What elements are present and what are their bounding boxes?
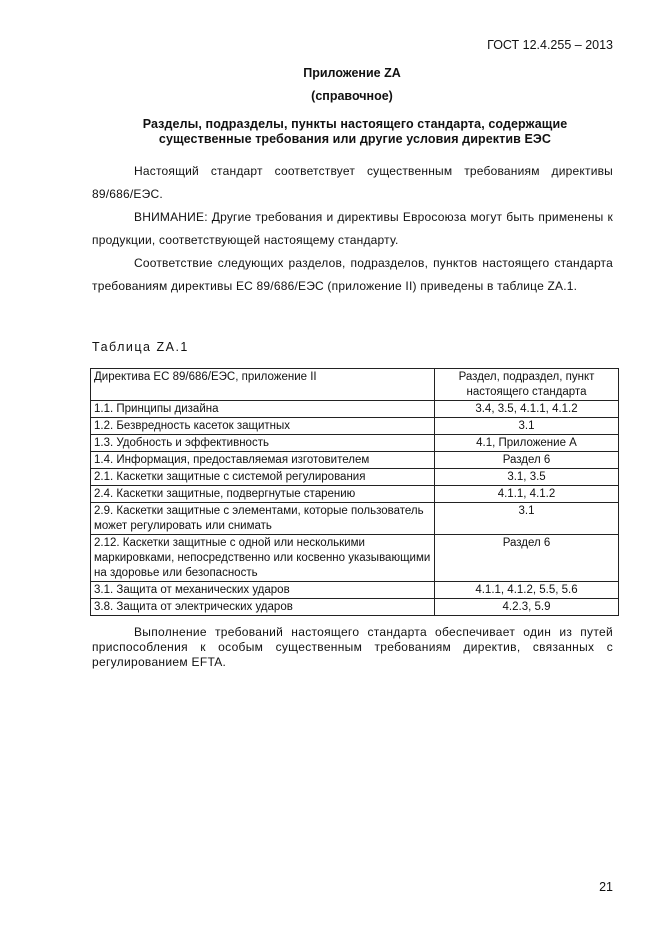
cell-section: 3.4, 3.5, 4.1.1, 4.1.2 bbox=[435, 401, 619, 418]
cell-section: 4.1.1, 4.1.2 bbox=[435, 486, 619, 503]
cell-section: 3.1, 3.5 bbox=[435, 469, 619, 486]
table-row bbox=[91, 535, 619, 582]
header-directive: Директива ЕС 89/686/ЕЭС, приложение II bbox=[91, 369, 435, 401]
cell-directive: 3.8. Защита от электрических ударов bbox=[91, 599, 435, 616]
paragraph-compliance: Настоящий стандарт соответствует существенным требованиям директивы 89/686/ЕЭС. bbox=[92, 164, 613, 201]
header-standard-section: Раздел, подраздел, пункт настоящего стандарта bbox=[435, 369, 619, 401]
table-header-row bbox=[91, 369, 619, 401]
standard-reference: ГОСТ 12.4.255 – 2013 bbox=[487, 38, 613, 52]
table-row bbox=[91, 503, 619, 535]
table-row bbox=[91, 582, 619, 599]
cell-section: Раздел 6 bbox=[435, 535, 619, 582]
cell-section: 4.1, Приложение А bbox=[435, 435, 619, 452]
cell-directive: 1.4. Информация, предоставляемая изготовителем bbox=[91, 452, 435, 469]
cell-directive: 1.3. Удобность и эффективность bbox=[91, 435, 435, 452]
table-row bbox=[91, 435, 619, 452]
paragraph-correspondence: Соответствие следующих разделов, подразделов, пунктов настоящего стандарта требованиям директивы ЕС 89/686/ЕЭС (приложение II) приведены в таблице ZA.1. bbox=[92, 256, 613, 293]
section-heading-line-1: Разделы, подразделы, пункты настоящего стандарта, содержащие bbox=[142, 117, 568, 131]
table-row bbox=[91, 469, 619, 486]
cell-directive: 1.2. Безвредность касеток защитных bbox=[91, 418, 435, 435]
cell-directive: 2.12. Каскетки защитные с одной или несколькими маркировками, непосредственно или косвенно указывающими на здоровье или безопасность bbox=[91, 535, 435, 582]
cell-section: 4.1.1, 4.1.2, 5.5, 5.6 bbox=[435, 582, 619, 599]
appendix-type: (справочное) bbox=[311, 89, 393, 103]
table-row bbox=[91, 599, 619, 616]
table-caption: Таблица ZA.1 bbox=[92, 340, 189, 354]
cell-section: 3.1 bbox=[435, 503, 619, 535]
table-row bbox=[91, 418, 619, 435]
cell-directive: 2.4. Каскетки защитные, подвергнутые старению bbox=[91, 486, 435, 503]
cell-section: 3.1 bbox=[435, 418, 619, 435]
cell-directive: 2.9. Каскетки защитные с элементами, которые пользователь может регулировать или снимать bbox=[91, 503, 435, 535]
appendix-title: Приложение ZA bbox=[303, 66, 401, 80]
table-row bbox=[91, 452, 619, 469]
cell-directive: 1.1. Принципы дизайна bbox=[91, 401, 435, 418]
correspondence-table bbox=[90, 368, 619, 616]
paragraph-warning: ВНИМАНИЕ: Другие требования и директивы Евросоюза могут быть применены к продукции, соответствующей настоящему стандарту. bbox=[92, 210, 613, 247]
table-row bbox=[91, 486, 619, 503]
section-heading bbox=[92, 117, 618, 147]
cell-section: Раздел 6 bbox=[435, 452, 619, 469]
section-heading-line-2: существенные требования или другие условия директив ЕЭС bbox=[158, 132, 552, 146]
cell-directive: 3.1. Защита от механических ударов bbox=[91, 582, 435, 599]
table-row bbox=[91, 401, 619, 418]
closing-paragraph: Выполнение требований настоящего стандарта обеспечивает один из путей приспособления к особым существенным требованиям директив, связанных с регулированием EFTA. bbox=[92, 625, 613, 669]
page-number: 21 bbox=[599, 880, 613, 894]
cell-directive: 2.1. Каскетки защитные с системой регулирования bbox=[91, 469, 435, 486]
cell-section: 4.2.3, 5.9 bbox=[435, 599, 619, 616]
